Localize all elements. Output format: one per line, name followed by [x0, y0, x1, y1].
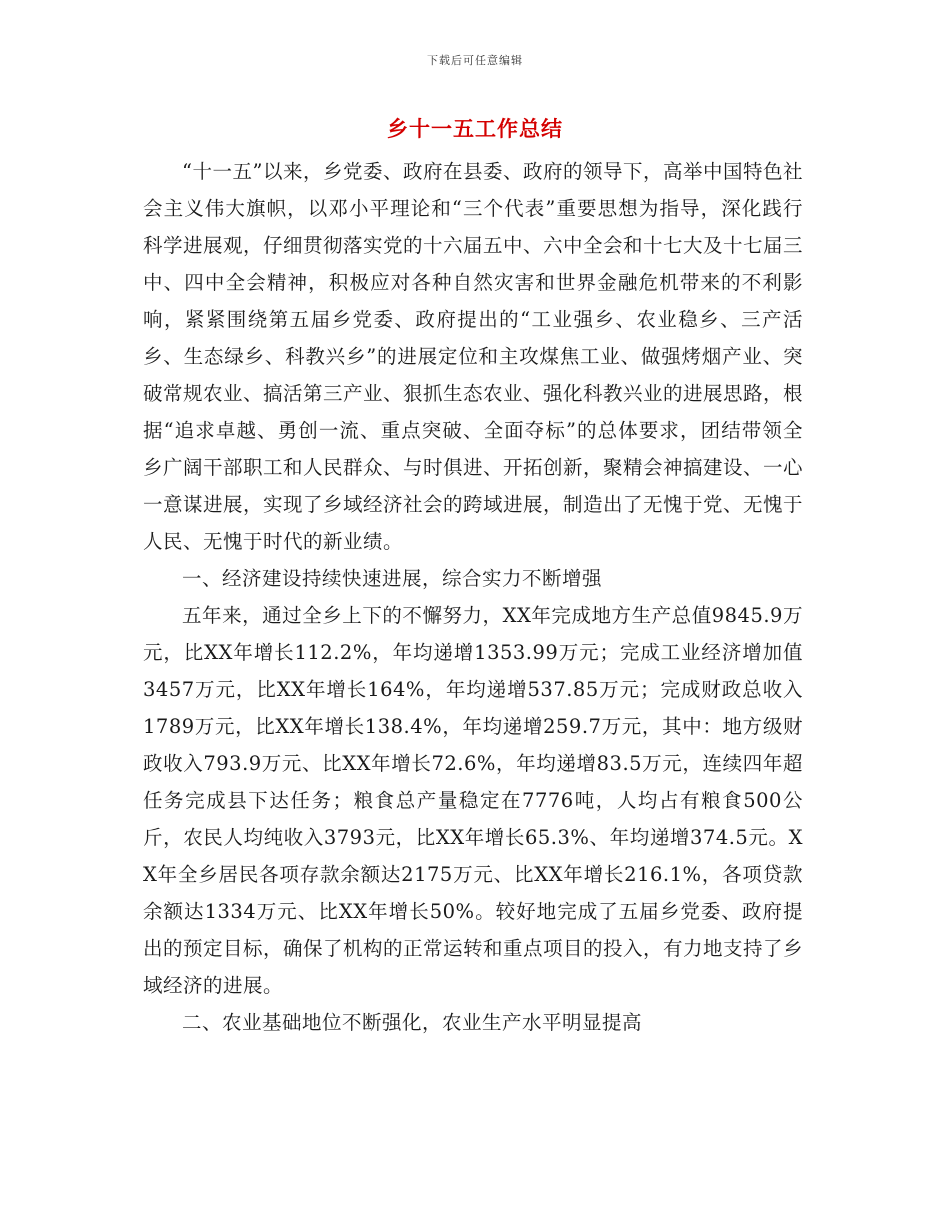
- header-note: 下载后可任意编辑: [427, 54, 523, 67]
- document-title: 乡十一五工作总结: [387, 117, 563, 141]
- section-heading-agriculture: 二、农业基础地位不断强化，农业生产水平明显提高: [182, 1011, 643, 1034]
- paragraph-intro: “十一五”以来，乡党委、政府在县委、政府的领导下，高举中国特色社会主义伟大旗帜，以邓小平理论和“三个代表”重要思想为指导，深化践行科学进展观，仔细贯彻落实党的十六届五中、六中全会和十七大及十七届三中、四中全会精神，积极应对各种自然灾害和世界金融危机带来的不利影响，紧紧围绕第五届乡党委、政府提出的“工业强乡、农业稳乡、三产活乡、生态绿乡、科教兴乡”的进展定位和主攻煤焦工业、做强烤烟产业、突破常规农业、搞活第三产业、狠抓生态农业、强化科教兴业的进展思路，根据“追求卓越、勇创一流、重点突破、全面夺标”的总体要求，团结带领全乡广阔干部职工和人民群众、与时俱进、开拓创新，聚精会神搞建设、一心一意谋进展，实现了乡域经济社会的跨域进展，制造出了无愧于党、无愧于人民、无愧于时代的新业绩。: [143, 160, 804, 553]
- section-heading-economy: 一、经济建设持续快速进展，综合实力不断增强: [182, 567, 603, 590]
- paragraph-economy: 五年来，通过全乡上下的不懈努力，XX年完成地方生产总值9845.9万元，比XX年增长112.2%，年均递增1353.99万元；完成工业经济增加值3457万元，比XX年增长164%，年均递增537.85万元；完成财政总收入1789万元，比XX年增长138.4%，年均递增259.7万元，其中：地方级财政收入793.9万元、比XX年增长72.6%，年均递增83.5万元，连续四年超任务完成县下达任务；粮食总产量稳定在7776吨，人均占有粮食500公斤，农民人均纯收入3793元，比XX年增长65.3%、年均递增374.5元。XX年全乡居民各项存款余额达2175万元、比XX年增长216.1%，各项贷款余额达1334万元、比XX年增长50%。较好地完成了五届乡党委、政府提出的预定目标，确保了机构的正常运转和重点项目的投入，有力地支持了乡域经济的进展。: [143, 604, 804, 997]
- document-body: [143, 153, 803, 1041]
